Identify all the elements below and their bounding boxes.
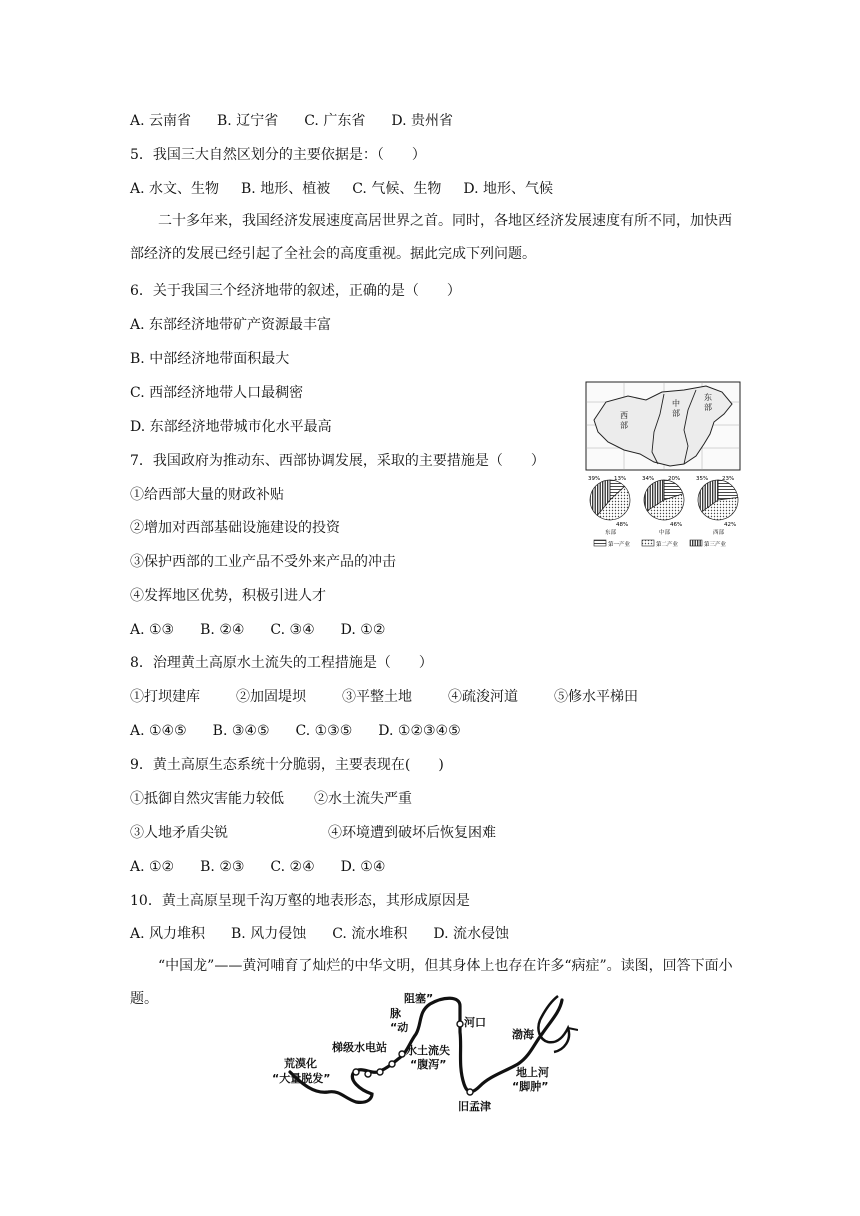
q5-stem: 5．我国三大自然区划分的主要依据是：（ ） [130, 147, 426, 163]
pie-percent-label: 46% [670, 522, 683, 528]
q5-option-c: C. 气候、生物 [352, 181, 442, 197]
q9-row-1 [130, 790, 412, 808]
label-dishanghe: 地上河 [516, 1066, 549, 1079]
dam-marker [365, 1071, 371, 1077]
legend-secondary: 第二产业 [656, 542, 679, 548]
q4-option-b: B. 辽宁省 [217, 113, 279, 129]
yellow-river-svg [268, 988, 578, 1114]
q8-option-d: D. ①②③④⑤ [378, 723, 461, 739]
q5-options [130, 180, 553, 198]
q9-item-4: ④环境遭到破坏后恢复困难 [328, 825, 496, 841]
q8-options [130, 722, 461, 740]
jiumengjin-marker [467, 1089, 473, 1095]
q10-option-b: B. 风力侵蚀 [231, 926, 307, 942]
q9-options [130, 858, 385, 876]
q7-option-a: A. ①③ [130, 622, 175, 638]
region-label-char: 中 [672, 399, 680, 408]
pie-slice-primary [718, 480, 738, 500]
bohai-coast [538, 996, 569, 1052]
region-label-char: 部 [672, 409, 680, 418]
dam-marker [377, 1069, 383, 1075]
dam-marker [399, 1051, 405, 1057]
q4-options [130, 112, 453, 130]
label-jiaozhong: “脚肿” [512, 1080, 549, 1093]
q4-option-a: A. 云南省 [130, 113, 192, 129]
q7-item-3: ③保护西部的工业产品不受外来产品的冲击 [130, 554, 396, 570]
q9-item-1: ①抵御自然灾害能力较低 [130, 791, 284, 807]
legend-primary: 第一产业 [608, 542, 631, 548]
q8-item-1: ①打坝建库 [130, 689, 200, 705]
q7-option-b: B. ②④ [200, 622, 245, 638]
q8-stem: 8．治理黄土高原水土流失的工程措施是（ ） [130, 655, 433, 671]
q7-item-4: ④发挥地区优势，积极引进人才 [130, 588, 326, 604]
pie-percent-label: 13% [614, 476, 627, 482]
label-dong: “动 [390, 1021, 409, 1034]
legend-swatch-secondary [642, 540, 654, 546]
q10-stem: 10．黄土高原呈现千沟万壑的地表形态，其形成原因是 [130, 893, 470, 909]
yellow-river-figure [268, 988, 578, 1114]
pie-region-label: 中部 [659, 530, 671, 536]
q9-option-a: A. ①② [130, 859, 175, 875]
q4-option-c: C. 广东省 [304, 113, 366, 129]
label-hekou: 河口 [464, 1016, 486, 1029]
q9-option-b: B. ②③ [200, 859, 245, 875]
q9-item-2: ②水土流失严重 [314, 791, 412, 807]
q7-stem: 7．我国政府为推动东、西部协调发展，采取的主要措施是（ ） [130, 453, 545, 469]
label-bohai: 渤海 [512, 1028, 534, 1041]
q7-options [130, 621, 385, 639]
legend-swatch-tertiary [690, 540, 702, 546]
q6-option-d: D. 东部经济地带城市化水平最高 [130, 419, 332, 435]
label-tiji-hydropower: 梯级水电站 [332, 1041, 387, 1054]
q5-option-b: B. 地形、植被 [241, 181, 331, 197]
legend-swatch-primary [594, 540, 606, 546]
q7-option-c: C. ③④ [270, 622, 315, 638]
q5-option-d: D. 地形、气候 [463, 181, 553, 197]
q6-stem: 6．关于我国三个经济地带的叙述，正确的是（ ） [130, 283, 461, 299]
label-zusai: 阻塞” [404, 992, 434, 1005]
economic-zones-figure [584, 380, 744, 552]
label-jiumengjin: 旧孟津 [458, 1100, 491, 1113]
q4-option-d: D. 贵州省 [391, 113, 453, 129]
q8-item-5: ⑤修水平梯田 [554, 689, 638, 705]
q8-items [130, 688, 638, 706]
pie-percent-label: 20% [668, 476, 681, 482]
q8-item-2: ②加固堤坝 [236, 689, 306, 705]
legend-tertiary: 第三产业 [704, 542, 727, 548]
q10-option-c: C. 流水堆积 [332, 926, 408, 942]
region-label-char: 东 [704, 393, 712, 402]
q7-item-2: ②增加对西部基础设施建设的投资 [130, 520, 340, 536]
region-label-char: 西 [620, 411, 628, 420]
q10-option-a: A. 风力堆积 [130, 926, 206, 942]
pie-percent-label: 35% [696, 476, 709, 482]
q9-option-d: D. ①④ [340, 859, 386, 875]
q6-option-a: A. 东部经济地带矿产资源最丰富 [130, 317, 332, 333]
q10-option-d: D. 流水侵蚀 [433, 926, 509, 942]
q8-option-a: A. ①④⑤ [130, 723, 187, 739]
passage-yellow-river: “中国龙”——黄河哺育了灿烂的中华文明，但其身体上也存在许多“病症”。读图，回答下面小题。 [130, 958, 733, 1007]
q8-option-c: C. ①③⑤ [295, 723, 353, 739]
label-huangmohua: 荒漠化 [284, 1057, 317, 1070]
q5-option-a: A. 水文、生物 [130, 181, 220, 197]
q9-option-c: C. ②④ [270, 859, 315, 875]
pie-percent-label: 23% [722, 476, 735, 482]
q6-option-b: B. 中部经济地带面积最大 [130, 351, 290, 367]
pie-percent-label: 39% [588, 476, 601, 482]
q8-item-4: ④疏浚河道 [448, 689, 518, 705]
q7-item-1: ①给西部大量的财政补贴 [130, 487, 284, 503]
q7-option-d: D. ①② [340, 622, 386, 638]
dam-marker [353, 1069, 359, 1075]
passage-economy: 二十多年来，我国经济发展速度高居世界之首。同时，各地区经济发展速度有所不同，加快西部经济的发展已经引起了全社会的高度重视。据此完成下列问题。 [130, 213, 732, 262]
region-label-char: 部 [704, 403, 712, 412]
label-tuofa: “大量脱发” [272, 1072, 331, 1085]
dam-marker [389, 1061, 395, 1067]
q9-stem: 9．黄土高原生态系统十分脆弱，主要表现在( ) [130, 757, 444, 773]
economic-zones-svg [584, 380, 744, 552]
label-shuitu: 水土流失 [406, 1044, 450, 1057]
q6-option-c: C. 西部经济地带人口最稠密 [130, 385, 304, 401]
q8-item-3: ③平整土地 [342, 689, 412, 705]
q10-options [130, 925, 509, 943]
q8-option-b: B. ③④⑤ [212, 723, 270, 739]
q9-item-3: ③人地矛盾尖锐 [130, 825, 228, 841]
pie-percent-label: 34% [642, 476, 655, 482]
q9-row-2 [130, 824, 496, 842]
pie-region-label: 西部 [713, 530, 725, 536]
region-label-char: 部 [620, 421, 628, 430]
label-fuxie: “腹泻” [410, 1058, 447, 1071]
label-mai: 脉 [390, 1007, 401, 1020]
pie-percent-label: 42% [724, 522, 737, 528]
hekou-marker [457, 1021, 463, 1027]
pie-region-label: 东部 [605, 530, 617, 536]
pie-legend [594, 540, 727, 548]
pie-percent-label: 48% [616, 522, 629, 528]
